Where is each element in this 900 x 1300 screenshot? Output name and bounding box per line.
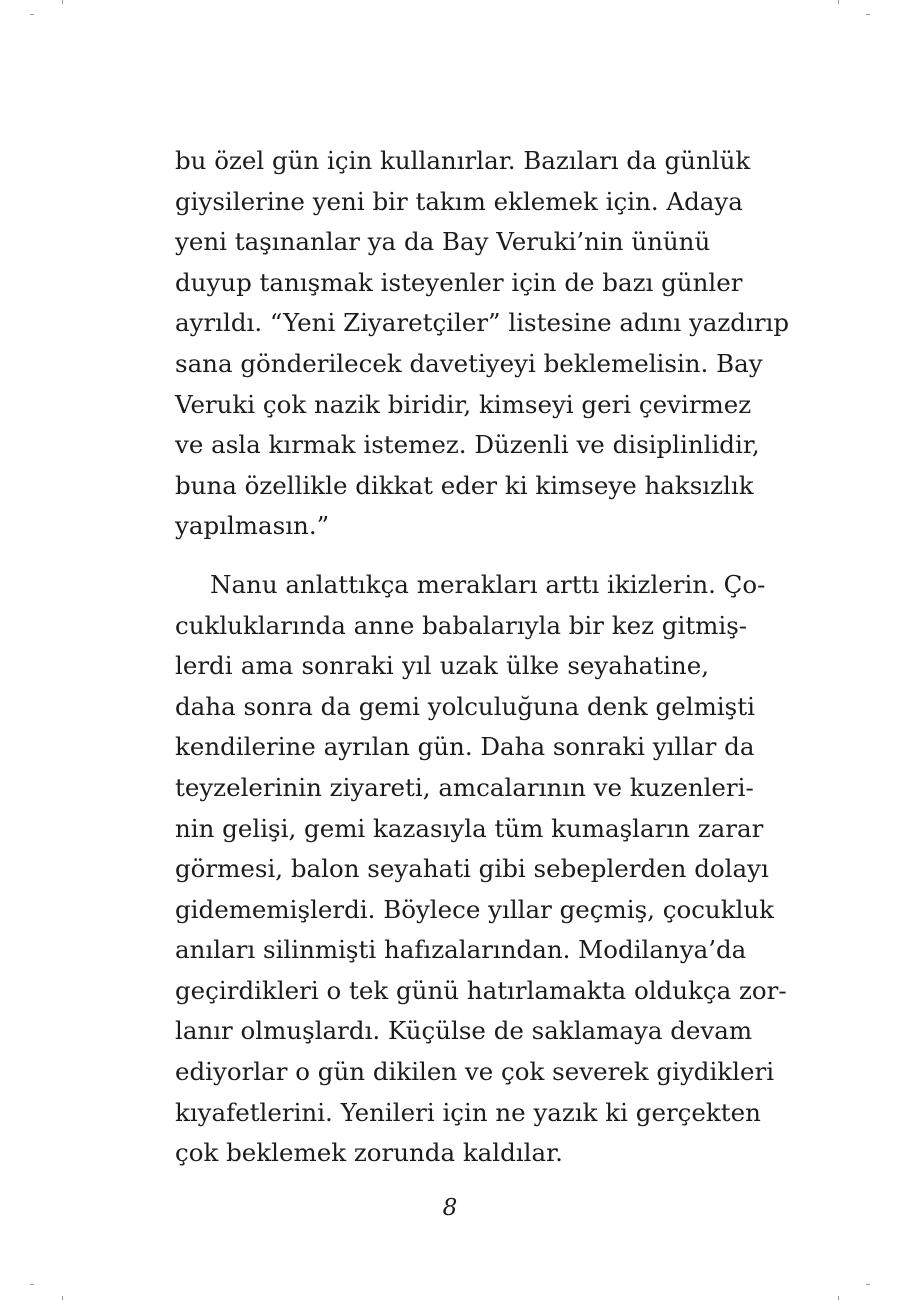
text-line: yeni taşınanlar ya da Bay Veruki’nin ününü [175, 227, 711, 257]
text-line: daha sonra da gemi yolculuğuna denk gelmişti [175, 691, 755, 721]
text-line: Veruki çok nazik biridir, kimseyi geri çevirmez [175, 389, 752, 419]
text-line: duyup tanışmak isteyenler için de bazı günler [175, 267, 743, 297]
text-line: ve asla kırmak istemez. Düzenli ve disiplinlidir, [175, 430, 760, 460]
text-line: ayrıldı. “Yeni Ziyaretçiler” listesine adını yazdırıp [175, 308, 790, 338]
text-line: kendilerine ayrılan gün. Daha sonraki yıllar da [175, 732, 755, 762]
text-line: buna özellikle dikkat eder ki kimseye haksızlık [175, 470, 754, 500]
text-line: bu özel gün için kullanırlar. Bazıları da günlük [175, 146, 751, 175]
text-line: görmesi, balon seyahati gibi sebeplerden dolayı [175, 854, 769, 884]
text-line: gidememişlerdi. Böylece yıllar geçmiş, çocukluk [175, 894, 775, 924]
crop-mark [838, 1296, 839, 1300]
text-line: anıları silinmişti hafızalarından. Modilanya’da [175, 935, 747, 965]
text-line: nin gelişi, gemi kazasıyla tüm kumaşların zarar [175, 813, 764, 843]
crop-mark [866, 14, 870, 15]
paragraph-1 [175, 141, 790, 547]
text-line: Nanu anlattıkça merakları arttı ikizlerin. Ço- [210, 569, 766, 599]
text-line: cukluklarında anne babalarıyla bir kez gitmiş- [175, 610, 748, 640]
text-line: ediyorlar o gün dikilen ve çok severek giydikleri [175, 1057, 775, 1087]
crop-mark [30, 1284, 34, 1285]
crop-mark [30, 14, 34, 15]
crop-mark [62, 0, 63, 4]
text-line: yapılmasın.” [175, 511, 330, 541]
text-line: giysilerine yeni bir takım eklemek için. Adaya [175, 186, 743, 216]
text-line: geçirdikleri o tek günü hatırlamakta oldukça zor- [175, 975, 787, 1005]
text-line: teyzelerinin ziyareti, amcalarının ve kuzenleri- [175, 772, 754, 802]
text-line: kıyafetlerini. Yenileri için ne yazık ki gerçekten [175, 1097, 761, 1127]
text-line: sana gönderilecek davetiyeyi beklemelisin. Bay [175, 348, 763, 378]
text-line: lerdi ama sonraki yıl uzak ülke seyahatine, [175, 651, 709, 681]
text-line: lanır olmuşlardı. Küçülse de saklamaya devam [175, 1016, 753, 1046]
paragraph-2 [175, 565, 787, 1174]
text-line: çok beklemek zorunda kaldılar. [175, 1138, 563, 1168]
page-number: 8 [442, 1195, 458, 1221]
crop-mark [838, 0, 839, 4]
crop-mark [866, 1284, 870, 1285]
crop-mark [62, 1296, 63, 1300]
body-text [175, 141, 790, 1174]
paragraph-gap [175, 547, 709, 565]
